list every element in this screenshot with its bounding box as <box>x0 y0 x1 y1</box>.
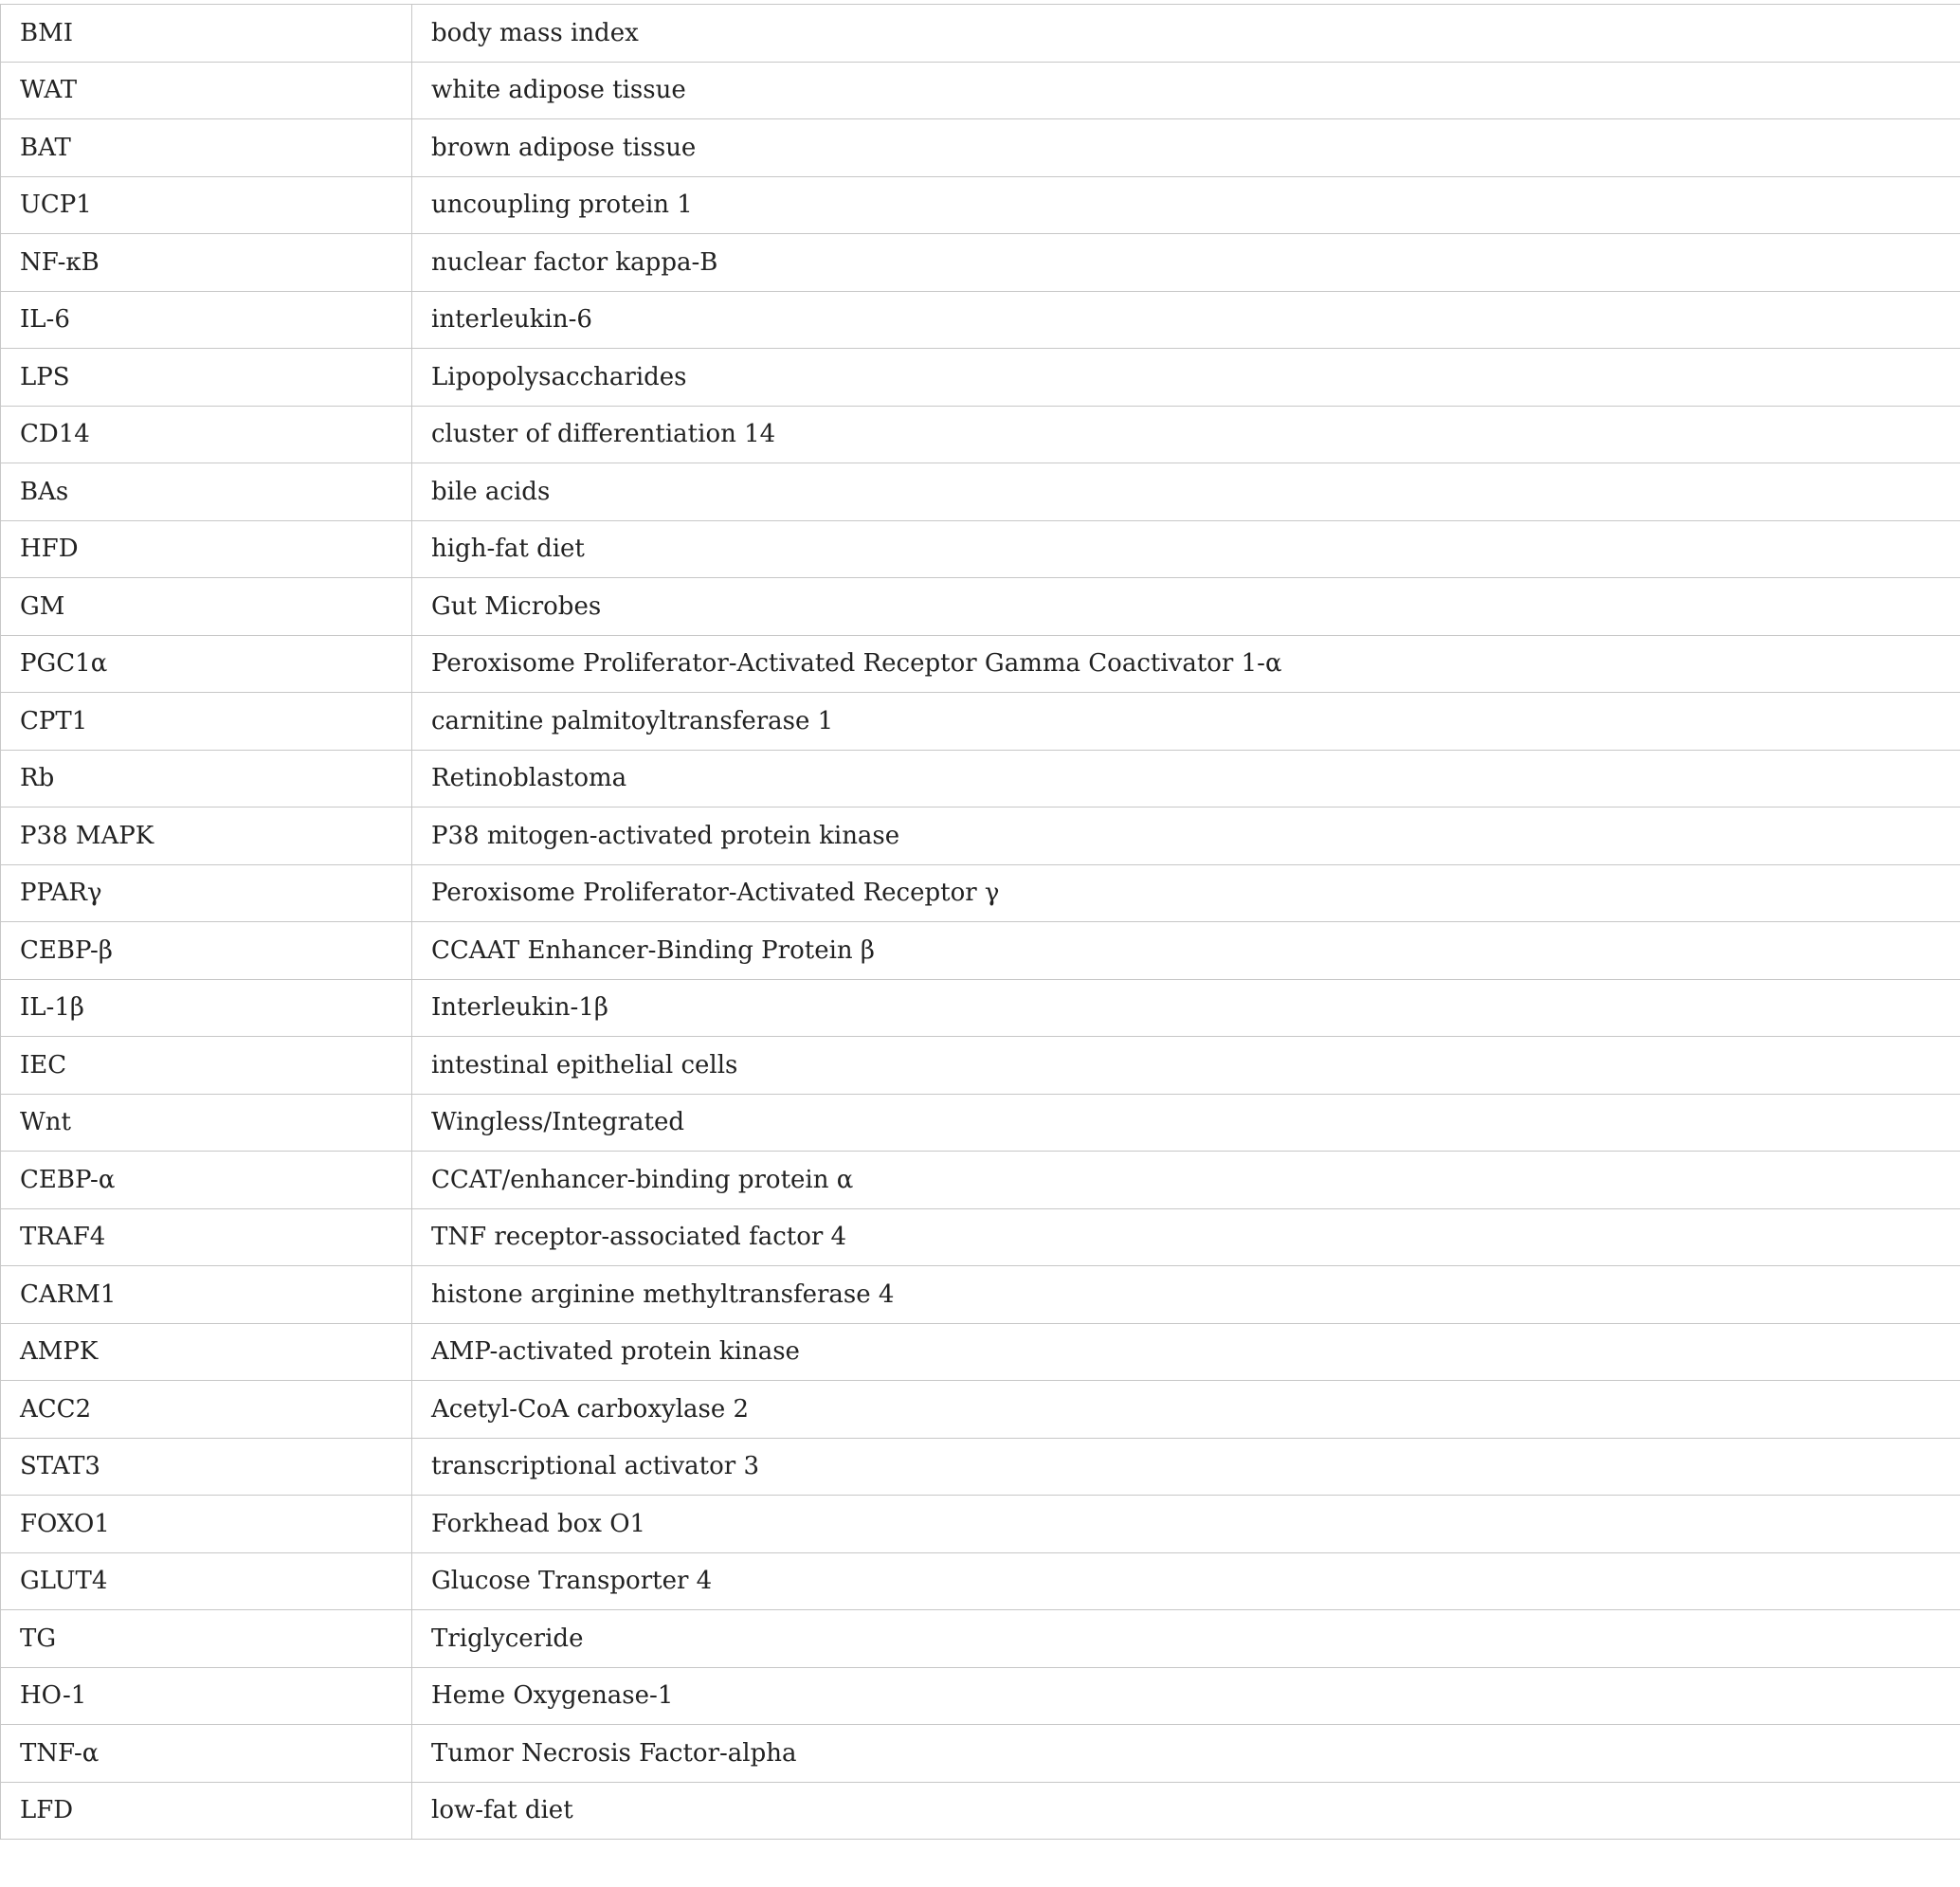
table-row <box>1 635 1960 693</box>
abbreviation-cell: TRAF4 <box>1 1208 412 1266</box>
table-row <box>1 1323 1960 1381</box>
abbreviation-cell: TNF-α <box>1 1725 412 1783</box>
abbreviation-cell: IL-1β <box>1 979 412 1037</box>
abbreviation-cell: IEC <box>1 1037 412 1095</box>
table-row <box>1 1152 1960 1209</box>
definition-cell: TNF receptor-associated factor 4 <box>412 1208 1960 1266</box>
table-row <box>1 1725 1960 1783</box>
abbreviation-cell: AMPK <box>1 1323 412 1381</box>
table-row <box>1 578 1960 636</box>
table-row <box>1 176 1960 234</box>
abbreviation-cell: Wnt <box>1 1094 412 1152</box>
table-row <box>1 291 1960 349</box>
abbreviation-cell: HO-1 <box>1 1667 412 1725</box>
abbreviation-cell: BAT <box>1 119 412 177</box>
table-row <box>1 693 1960 751</box>
definition-cell: bile acids <box>412 463 1960 521</box>
table-row <box>1 1381 1960 1439</box>
table-row <box>1 234 1960 292</box>
table-row <box>1 406 1960 463</box>
table-row <box>1 1667 1960 1725</box>
definition-cell: brown adipose tissue <box>412 119 1960 177</box>
abbreviation-cell: BAs <box>1 463 412 521</box>
abbreviation-cell: CEBP-β <box>1 922 412 980</box>
definition-cell: uncoupling protein 1 <box>412 176 1960 234</box>
definition-cell: nuclear factor kappa-B <box>412 234 1960 292</box>
definition-cell: Gut Microbes <box>412 578 1960 636</box>
definition-cell: Lipopolysaccharides <box>412 349 1960 407</box>
definition-cell: intestinal epithelial cells <box>412 1037 1960 1095</box>
definition-cell: interleukin-6 <box>412 291 1960 349</box>
abbreviation-cell: CPT1 <box>1 693 412 751</box>
table-row <box>1 5 1960 63</box>
abbreviations-table <box>0 4 1960 1840</box>
table-row <box>1 864 1960 922</box>
definition-cell: cluster of differentiation 14 <box>412 406 1960 463</box>
definition-cell: Interleukin-1β <box>412 979 1960 1037</box>
abbreviation-cell: ACC2 <box>1 1381 412 1439</box>
abbreviation-cell: TG <box>1 1610 412 1668</box>
abbreviation-cell: PGC1α <box>1 635 412 693</box>
definition-cell: Triglyceride <box>412 1610 1960 1668</box>
table-row <box>1 979 1960 1037</box>
table-row <box>1 520 1960 578</box>
definition-cell: transcriptional activator 3 <box>412 1438 1960 1496</box>
abbreviation-cell: FOXO1 <box>1 1496 412 1553</box>
abbreviation-cell: IL-6 <box>1 291 412 349</box>
abbreviation-cell: UCP1 <box>1 176 412 234</box>
abbreviation-cell: WAT <box>1 62 412 119</box>
definition-cell: Peroxisome Proliferator-Activated Receptor γ <box>412 864 1960 922</box>
definition-cell: white adipose tissue <box>412 62 1960 119</box>
definition-cell: low-fat diet <box>412 1782 1960 1840</box>
definition-cell: Forkhead box O1 <box>412 1496 1960 1553</box>
definition-cell: Peroxisome Proliferator-Activated Receptor Gamma Coactivator 1-α <box>412 635 1960 693</box>
abbreviation-cell: NF-κB <box>1 234 412 292</box>
definition-cell: histone arginine methyltransferase 4 <box>412 1266 1960 1324</box>
table-row <box>1 1037 1960 1095</box>
table-row <box>1 807 1960 865</box>
definition-cell: Glucose Transporter 4 <box>412 1552 1960 1610</box>
abbreviations-table-body <box>1 5 1960 1840</box>
abbreviation-cell: CARM1 <box>1 1266 412 1324</box>
table-row <box>1 1208 1960 1266</box>
table-row <box>1 1496 1960 1553</box>
table-row <box>1 119 1960 177</box>
definition-cell: Heme Oxygenase-1 <box>412 1667 1960 1725</box>
abbreviation-cell: LFD <box>1 1782 412 1840</box>
definition-cell: P38 mitogen-activated protein kinase <box>412 807 1960 865</box>
abbreviation-cell: GLUT4 <box>1 1552 412 1610</box>
abbreviation-cell: P38 MAPK <box>1 807 412 865</box>
abbreviation-cell: LPS <box>1 349 412 407</box>
table-row <box>1 1610 1960 1668</box>
table-row <box>1 463 1960 521</box>
definition-cell: CCAAT Enhancer-Binding Protein β <box>412 922 1960 980</box>
abbreviation-cell: BMI <box>1 5 412 63</box>
definition-cell: Wingless/Integrated <box>412 1094 1960 1152</box>
abbreviation-cell: CD14 <box>1 406 412 463</box>
abbreviation-cell: GM <box>1 578 412 636</box>
definition-cell: Acetyl-CoA carboxylase 2 <box>412 1381 1960 1439</box>
definition-cell: body mass index <box>412 5 1960 63</box>
definition-cell: AMP-activated protein kinase <box>412 1323 1960 1381</box>
table-row <box>1 1438 1960 1496</box>
table-row <box>1 1782 1960 1840</box>
table-row <box>1 1094 1960 1152</box>
table-row <box>1 1552 1960 1610</box>
table-row <box>1 922 1960 980</box>
table-row <box>1 62 1960 119</box>
abbreviation-cell: Rb <box>1 750 412 807</box>
abbreviation-cell: HFD <box>1 520 412 578</box>
table-row <box>1 1266 1960 1324</box>
abbreviation-cell: PPARγ <box>1 864 412 922</box>
abbreviation-cell: STAT3 <box>1 1438 412 1496</box>
table-row <box>1 750 1960 807</box>
definition-cell: CCAT/enhancer-binding protein α <box>412 1152 1960 1209</box>
definition-cell: Tumor Necrosis Factor-alpha <box>412 1725 1960 1783</box>
abbreviation-cell: CEBP-α <box>1 1152 412 1209</box>
definition-cell: high-fat diet <box>412 520 1960 578</box>
definition-cell: Retinoblastoma <box>412 750 1960 807</box>
definition-cell: carnitine palmitoyltransferase 1 <box>412 693 1960 751</box>
table-row <box>1 349 1960 407</box>
